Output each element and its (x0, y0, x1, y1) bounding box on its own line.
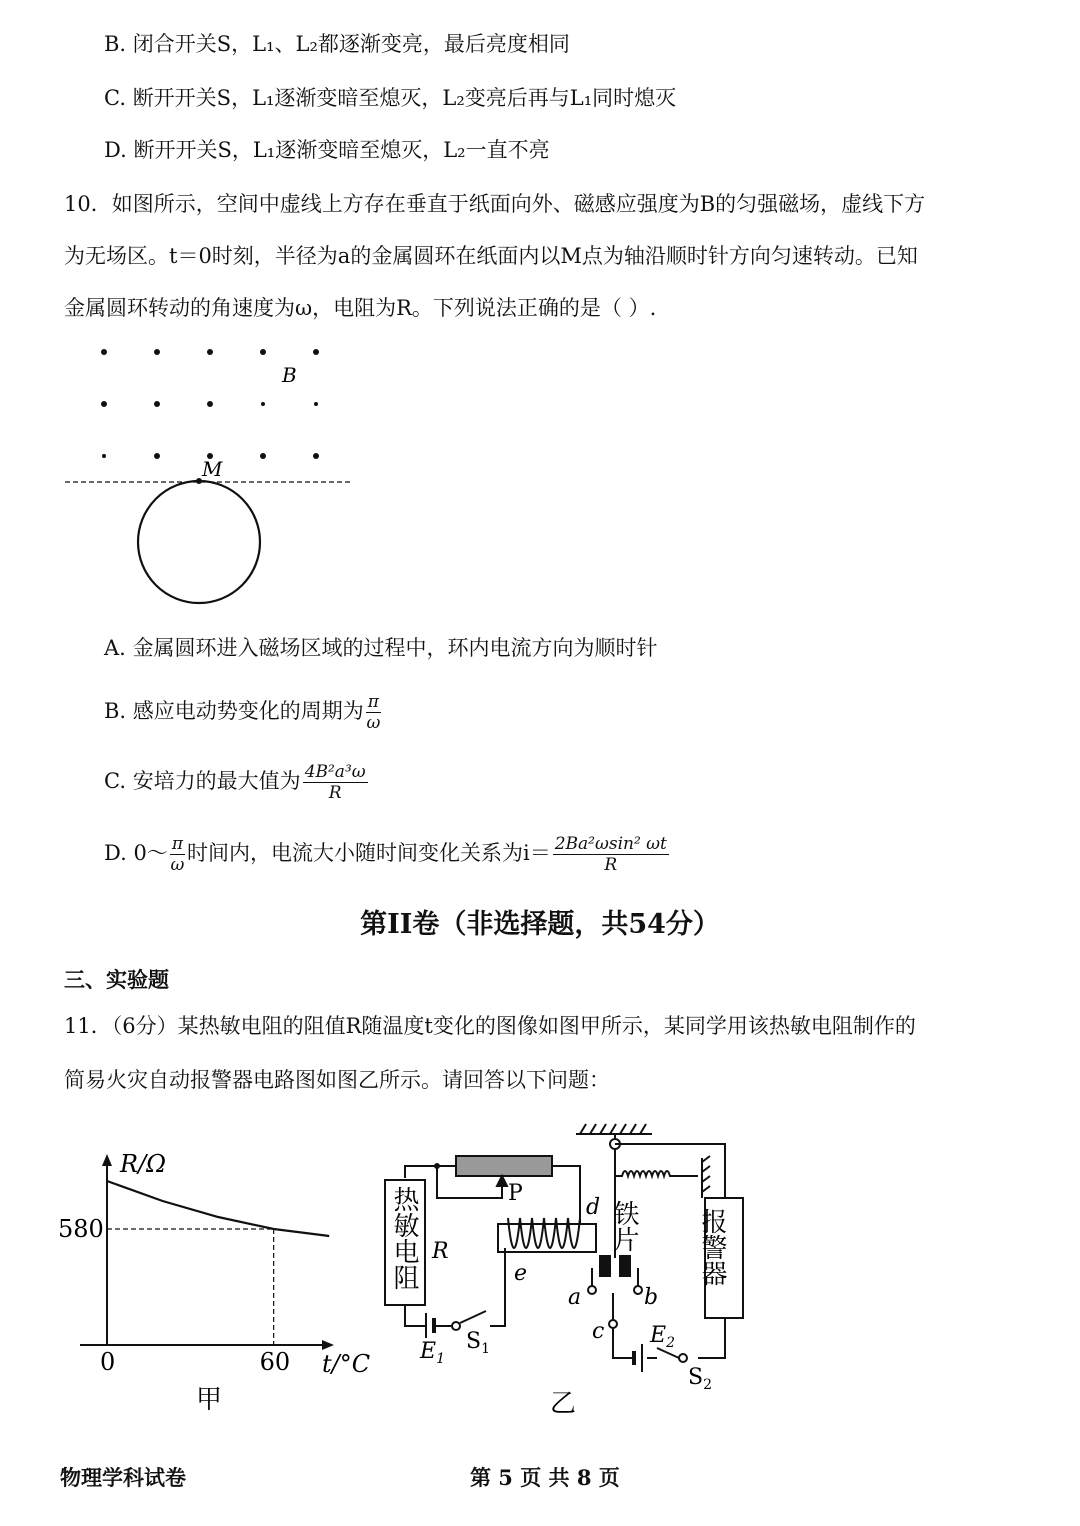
label-s2: $S_2$ (688, 1365, 712, 1393)
r-t-curve (107, 1181, 329, 1236)
q10-option-a: A. 金属圆环进入磁场区域的过程中，环内电流方向为顺时针 (104, 636, 658, 660)
q9-option-c: C. 断开开关S，L₁逐渐变暗至熄灭，L₂变亮后再与L₁同时熄灭 (104, 86, 677, 110)
label-r: R (432, 1239, 449, 1264)
label-d: d (586, 1195, 601, 1220)
pivot-label-m: M (202, 457, 223, 481)
label-e1: $E_1$ (420, 1339, 445, 1367)
x-axis-label: t/°C (322, 1350, 371, 1378)
q11-stem-line2: 简易火灾自动报警器电路图如图乙所示。请回答以下问题： (64, 1068, 610, 1092)
switch-s2-contact (679, 1354, 687, 1362)
wire-thermistor-bottom (405, 1305, 426, 1326)
field-dot (154, 453, 160, 459)
field-dot (314, 402, 318, 406)
field-dot (101, 401, 107, 407)
footer-subject: 物理学科试卷 (60, 1465, 186, 1490)
field-dot (260, 453, 266, 459)
contact-a (588, 1286, 596, 1294)
wire-rheostat-left (405, 1166, 456, 1178)
q10-option-d: D. 0～ $\frac{\pi}{\omega}$ 时间内，电流大小随时间变化关系为i＝ $\frac{\text{2Ba²ωsin² ωt}}{R}$ (104, 834, 667, 875)
y-tick-label-580: 580 (58, 1215, 104, 1243)
contact-b (634, 1286, 642, 1294)
period-fraction: $\frac{\pi}{\omega}$ (366, 692, 381, 733)
field-dot (207, 349, 213, 355)
field-dot (154, 349, 160, 355)
slider-arrow (497, 1176, 507, 1186)
wire-rheostat-right (552, 1166, 580, 1224)
section-part-heading: 三、实验题 (64, 967, 169, 992)
current-fraction: $\frac{\text{2Ba²ωsin² ωt}}{R}$ (554, 834, 667, 875)
spring (615, 1171, 698, 1176)
time-fraction: $\frac{\pi}{\omega}$ (170, 834, 185, 875)
field-dot (154, 401, 160, 407)
figure-caption-jia: 甲 (196, 1385, 223, 1415)
wire-alarm-bottom (698, 1318, 725, 1358)
q10-stem-line2: 为无场区。t＝0时刻，半径为a的金属圆环在纸面内以M点为轴沿顺时针方向匀速转动。已知 (64, 244, 918, 268)
figure-caption-yi: 乙 (550, 1389, 577, 1418)
q9-option-d: D. 断开开关S，L₁逐渐变暗至熄灭，L₂一直不亮 (104, 138, 550, 162)
switch-s1-contact (452, 1322, 460, 1330)
ampere-force-fraction: $\frac{\text{4B²a³ω}}{R}$ (304, 762, 366, 803)
y-axis-arrow (102, 1154, 112, 1166)
wire-e2-to-c (613, 1328, 634, 1358)
wire-s1-to-coil (490, 1248, 505, 1326)
q10-stem-line3: 金属圆环转动的角速度为ω，电阻为R。下列说法正确的是（ ）. (64, 296, 657, 320)
alarm-circuit (380, 1118, 760, 1418)
ceiling-hatch (580, 1124, 646, 1134)
contact-c (609, 1320, 617, 1328)
rheostat (456, 1156, 552, 1176)
label-e2: $E_2$ (650, 1323, 675, 1351)
label-s1: $S_1$ (466, 1329, 490, 1357)
label-c: c (592, 1319, 605, 1344)
electromagnet-winding (508, 1218, 580, 1248)
x-tick-label-60: 60 (259, 1348, 291, 1376)
contact-block-left (600, 1256, 610, 1276)
field-dot (101, 349, 107, 355)
field-dot (102, 454, 106, 458)
q10-figure (60, 335, 360, 615)
thermistor-label: 热敏电阻 (389, 1186, 419, 1290)
label-p: P (508, 1181, 523, 1206)
q10-stem-line1: 10．如图所示，空间中虚线上方存在垂直于纸面向外、磁感应强度为B的匀强磁场，虚线下方 (64, 192, 926, 216)
r-t-chart (50, 1140, 390, 1430)
field-dot (207, 401, 213, 407)
footer-page-number: 第 5 页 共 8 页 (470, 1465, 620, 1490)
label-b: b (644, 1285, 659, 1310)
q11-stem-line1: 11．（6分）某热敏电阻的阻值R随温度t变化的图像如图甲所示，某同学用该热敏电阻制作的 (64, 1014, 916, 1038)
switch-s1-blade (460, 1311, 486, 1323)
label-a: a (568, 1285, 582, 1310)
metal-ring (138, 481, 260, 603)
field-label-b: B (282, 363, 297, 387)
x-axis-arrow (322, 1340, 334, 1350)
q10-option-c: C. 安培力的最大值为 $\frac{\text{4B²a³ω}}{R}$ (104, 762, 366, 803)
y-axis-label: R/Ω (120, 1150, 167, 1178)
field-dot (261, 402, 265, 406)
q9-option-b: B. 闭合开关S，L₁、L₂都逐渐变亮，最后亮度相同 (104, 32, 570, 56)
x-tick-label-0: 0 (100, 1348, 116, 1376)
q10-option-b: B. 感应电动势变化的周期为 $\frac{\pi}{\omega}$ (104, 692, 381, 733)
field-dot (313, 349, 319, 355)
contact-block-right (620, 1256, 630, 1276)
iron-label: 铁片 (609, 1200, 639, 1252)
alarm-label: 报警器 (697, 1208, 727, 1286)
field-dot (313, 453, 319, 459)
right-wall-hatch (702, 1156, 710, 1192)
label-e: e (514, 1261, 528, 1286)
section-title: 第II卷（非选择题，共54分） (360, 909, 720, 940)
field-dot (260, 349, 266, 355)
